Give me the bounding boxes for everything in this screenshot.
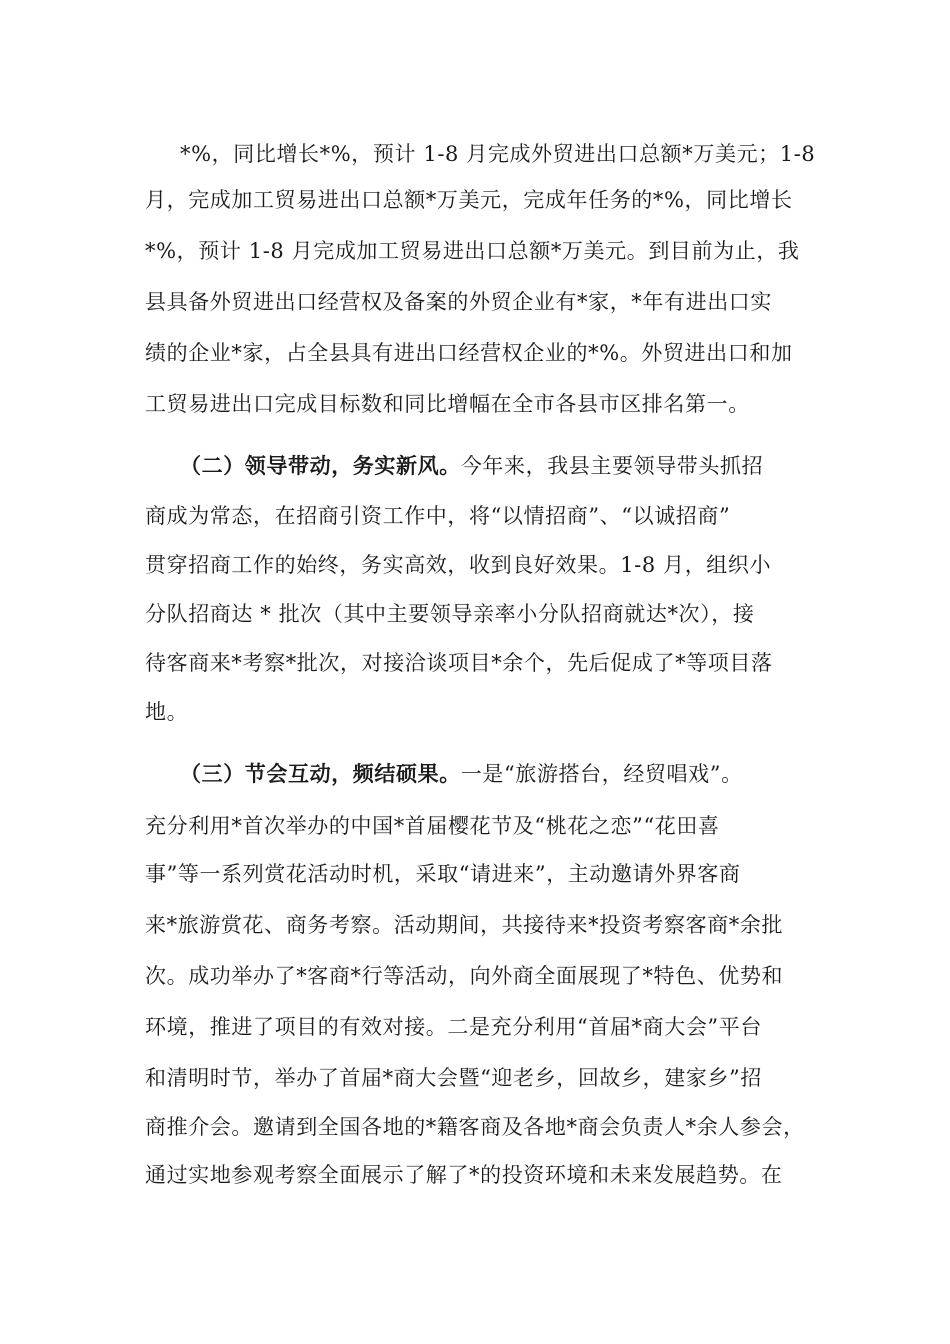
paragraph-line: 月，完成加工贸易进出口总额*万美元，完成年任务的*%，同比增长 — [145, 188, 793, 212]
paragraph-line: 待客商来*考察*批次，对接洽谈项目*余个，先后促成了*等项目落 — [145, 651, 773, 675]
paragraph-line: 商推介会。邀请到全国各地的*籍客商及各地*商会负责人*余人参会， — [145, 1115, 805, 1139]
paragraph-line: 环境，推进了项目的有效对接。二是充分利用“首届*商大会”平台 — [145, 1015, 762, 1039]
section-2-first-line — [180, 452, 763, 480]
section-2-text: 今年来，我县主要领导带头抓招 — [460, 454, 764, 478]
paragraph-line: 绩的企业*家，占全县具有进出口经营权企业的*%。外贸进出口和加 — [145, 341, 793, 365]
paragraph-line: 次。成功举办了*客商*行等活动，向外商全面展现了*特色、优势和 — [145, 964, 784, 988]
paragraph-line: 商成为常态，在招商引资工作中，将“以情招商”、“以诚招商” — [145, 504, 731, 528]
paragraph-line: 和清明时节，举办了首届*商大会暨“迎老乡，回故乡，建家乡”招 — [145, 1066, 762, 1090]
paragraph-line: *%，预计 1-8 月完成加工贸易进出口总额*万美元。到目前为止，我 — [145, 239, 800, 263]
paragraph-line: *%，同比增长*%，预计 1-8 月完成外贸进出口总额*万美元；1-8 — [180, 142, 816, 166]
section-3-text: 一是“旅游搭台，经贸唱戏”。 — [460, 762, 743, 786]
paragraph-line: 充分利用*首次举办的中国*首届樱花节及“桃花之恋”“花田喜 — [145, 814, 720, 838]
section-2-heading: （二）领导带动，务实新风。 — [180, 453, 461, 478]
paragraph-line: 来*旅游赏花、商务考察。活动期间，共接待来*投资考察客商*余批 — [145, 913, 784, 937]
paragraph-line: 工贸易进出口完成目标数和同比增幅在全市各县市区排名第一。 — [145, 392, 750, 416]
paragraph-line: 县具备外贸进出口经营权及备案的外贸企业有*家，*年有进出口实 — [145, 290, 772, 314]
paragraph-line: 地。 — [145, 700, 189, 724]
paragraph-line: 事”等一系列赏花活动时机，采取“请进来”，主动邀请外界客商 — [145, 862, 741, 886]
section-3-heading: （三）节会互动，频结硕果。 — [180, 761, 461, 786]
paragraph-line: 贯穿招商工作的始终，务实高效，收到良好效果。1-8 月，组织小 — [145, 553, 772, 577]
paragraph-line: 通过实地参观考察全面展示了解了*的投资环境和未来发展趋势。在 — [145, 1163, 783, 1187]
paragraph-line: 分队招商达 * 批次（其中主要领导亲率小分队招商就达*次），接 — [145, 602, 755, 626]
section-3-first-line — [180, 760, 743, 788]
